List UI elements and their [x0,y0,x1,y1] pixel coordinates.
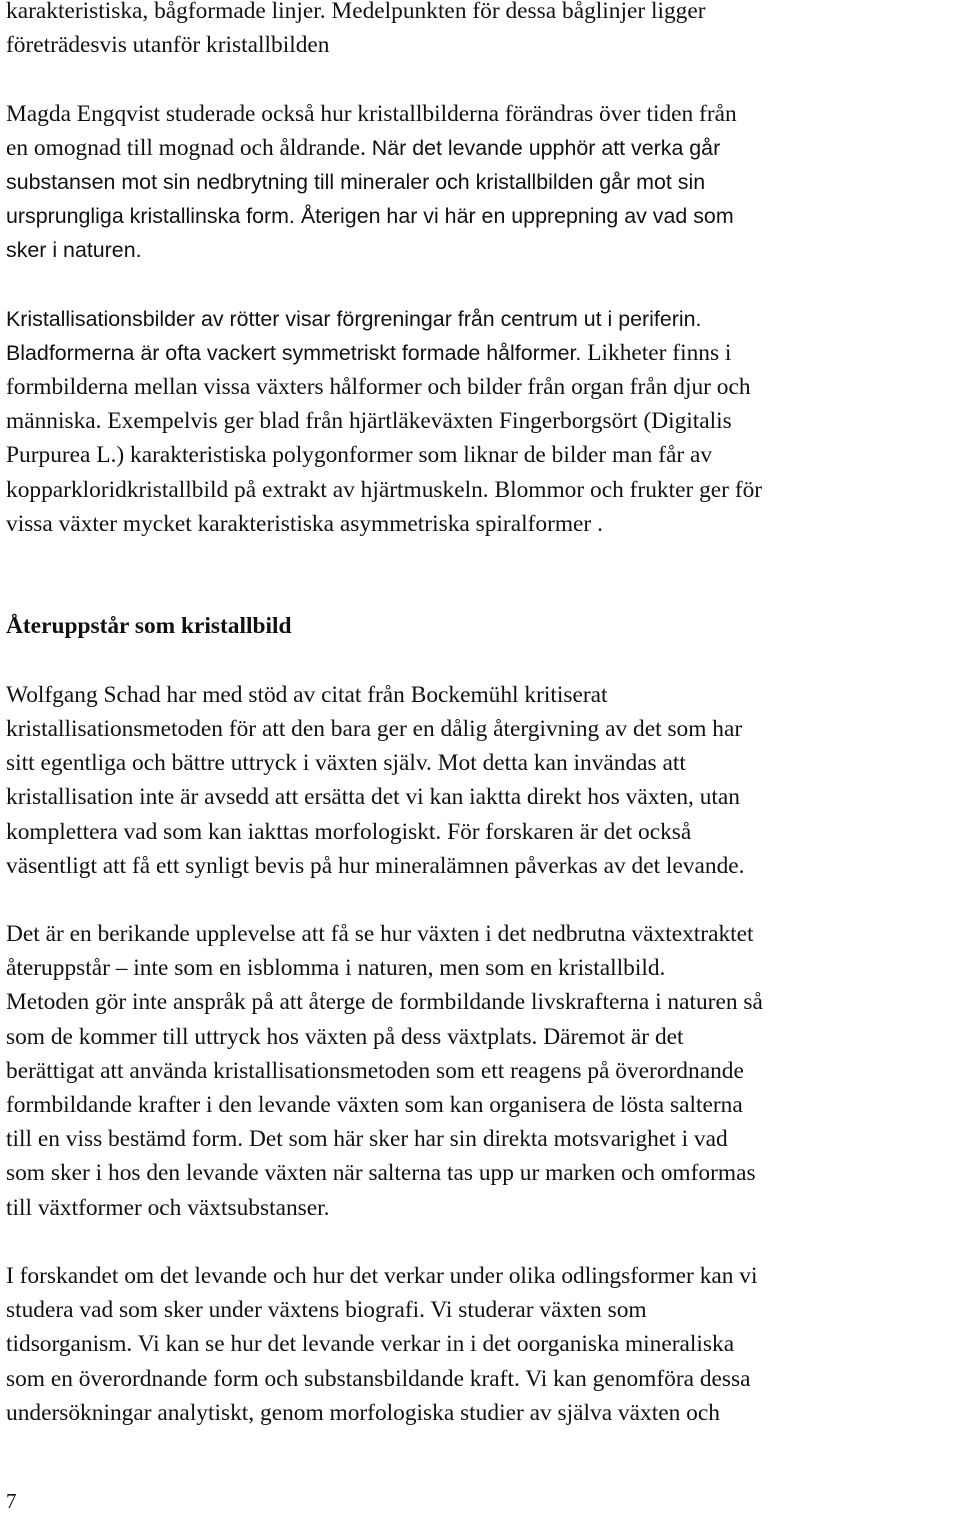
paragraph-gap [6,268,958,302]
text-line: människa. Exempelvis ger blad från hjärtläkeväxten Fingerborgsört (Digitalis [6,408,732,435]
text-line: återuppstår – inte som en isblomma i naturen, men som en kristallbild. [6,955,666,982]
text-line: till en viss bestämd form. Det som här sker har sin direkta motsvarighet i vad [6,1126,728,1153]
paragraph-crystal-lines [6,0,958,62]
text-line: studera vad som sker under växtens biografi. Vi studerar växten som [6,1297,647,1324]
text-line: kristallisationsmetoden för att den bara ger en dålig återgivning av det som har [6,715,743,742]
text-line: karakteristiska, bågformade linjer. Medelpunkten för dessa båglinjer ligger [6,0,706,24]
text-line: Metoden gör inte anspråk på att återge de formbildande livskrafterna i naturen så [6,989,763,1016]
text-line: Purpurea L.) karakteristiska polygonformer som liknar de bilder man får av [6,442,713,469]
text-line: kristallisation inte är avsedd att ersätta det vi kan iaktta direkt hos växten, utan [6,784,740,811]
text-segment-sans: När det levande upphör att verka går [365,135,721,160]
text-line: sker i naturen. [6,238,142,263]
paragraph-gap [6,62,958,96]
text-segment: en omognad till mognad och åldrande. [6,134,366,161]
paragraph-experience [6,917,958,1225]
document-page [6,0,958,1430]
text-line [6,131,958,165]
paragraph-gap [6,644,958,678]
text-line: som sker i hos den levande växten när salterna tas upp ur marken och omformas [6,1160,756,1187]
text-line: som de kommer till uttryck hos växten på dess växtplats. Däremot är det [6,1023,684,1050]
text-segment-sans: Bladformerna är ofta vackert symmetriskt formade hålformer. [6,340,582,365]
paragraph-gap [6,883,958,917]
page-number: 7 [6,1489,17,1513]
text-line: kopparkloridkristallbild på extrakt av hjärtmuskeln. Blommor och frukter ger för [6,476,763,503]
paragraph-roots [6,302,958,541]
text-line: Wolfgang Schad har med stöd av citat från Bockemühl kritiserat [6,681,608,708]
text-line: formbilderna mellan vissa växters hålformer och bilder från organ från djur och [6,374,751,401]
text-line: Det är en berikande upplevelse att få se hur växten i det nedbrutna växtextraktet [6,921,754,948]
text-segment: Likheter finns i [581,339,732,366]
text-line: sitt egentliga och bättre uttryck i växten själv. Mot detta kan invändas att [6,750,686,777]
text-line: I forskandet om det levande och hur det verkar under olika odlingsformer kan vi [6,1262,758,1289]
text-line: substansen mot sin nedbrytning till mineraler och kristallbilden går mot sin [6,169,706,194]
text-line: vissa växter mycket karakteristiska asymmetriska spiralformer . [6,510,603,537]
text-line: till växtformer och växtsubstanser. [6,1194,330,1221]
text-line: undersökningar analytiskt, genom morfologiska studier av själva växten och [6,1399,720,1426]
text-line: berättigat att använda kristallisationsmetoden som ett reagens på överordnande [6,1057,744,1084]
text-line: Kristallisationsbilder av rötter visar förgreningar från centrum ut i periferin. [6,306,702,331]
text-line: formbildande krafter i den levande växten som kan organisera de lösta salterna [6,1092,743,1119]
text-line: ursprungliga kristallinska form. Återigen har vi här en upprepning av vad som [6,204,734,229]
paragraph-research [6,1259,958,1430]
text-line: väsentligt att få ett synligt bevis på hur mineralämnen påverkas av det levande. [6,852,745,879]
text-line: Magda Engqvist studerade också hur kristallbilderna förändras över tiden från [6,100,737,127]
paragraph-schad [6,678,958,883]
text-line: företrädesvis utanför kristallbilden [6,32,330,59]
text-line: tidsorganism. Vi kan se hur det levande verkar in i det oorganiska mineraliska [6,1331,735,1358]
paragraph-gap [6,1225,958,1259]
section-gap [6,541,958,609]
text-line: komplettera vad som kan iakttas morfologiskt. För forskaren är det också [6,818,692,845]
text-line: som en överordnande form och substansbildande kraft. Vi kan genomföra dessa [6,1365,751,1392]
section-heading: Återuppstår som kristallbild [6,613,292,640]
text-line [6,336,958,370]
paragraph-engqvist [6,97,958,268]
